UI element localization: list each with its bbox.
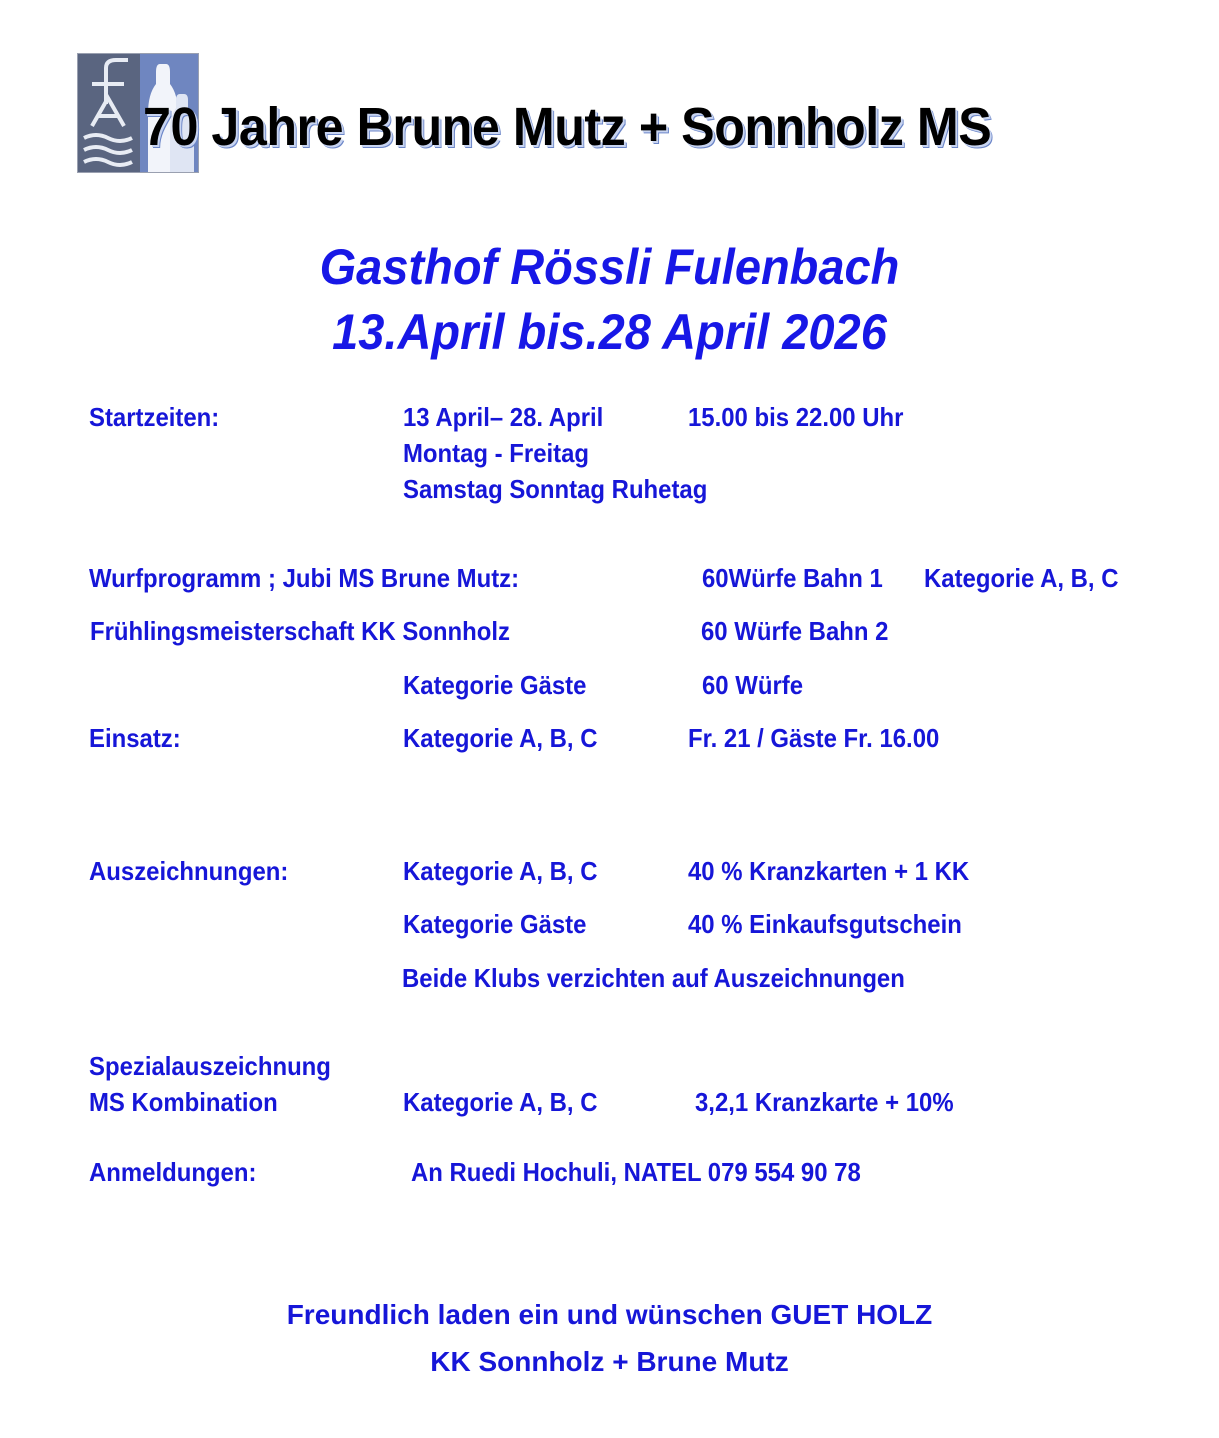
auszeichnungen-label: Auszeichnungen: [89,856,289,886]
anmeldungen-label: Anmeldungen: [89,1157,257,1187]
wurfprogramm-label: Wurfprogramm ; Jubi MS Brune Mutz: [89,563,520,593]
einsatz-label: Einsatz: [89,723,181,753]
startzeiten-rest: Samstag Sonntag Ruhetag [403,474,708,504]
auszeichnungen-award-abc: 40 % Kranzkarten + 1 KK [688,856,970,886]
fruehling-throws: 60 Würfe Bahn 2 [701,616,889,646]
auszeichnungen-category-abc: Kategorie A, B, C [403,856,598,886]
invitation-clubs: KK Sonnholz + Brune Mutz [430,1346,789,1377]
spezial-category: Kategorie A, B, C [403,1087,598,1117]
invitation-line: Freundlich laden ein und wünschen GUET HOLZ [286,1299,933,1330]
einsatz-category: Kategorie A, B, C [403,723,598,753]
anmeldungen-contact: An Ruedi Hochuli, NATEL 079 554 90 78 [411,1157,861,1187]
auszeichnungen-award-guests: 40 % Einkaufsgutschein [688,909,962,939]
spezial-award: 3,2,1 Kranzkarte + 10% [695,1087,954,1117]
auszeichnungen-category-guests: Kategorie Gäste [403,909,587,939]
auszeichnungen-note: Beide Klubs verzichten auf Auszeichnungen [402,963,905,993]
venue-name: Gasthof Rössli Fulenbach [319,239,900,295]
fruehling-label: Frühlingsmeisterschaft KK Sonnholz [90,616,510,646]
spezial-label: Spezialauszeichnung [89,1051,331,1081]
wurfprogramm-category: Kategorie A, B, C [924,563,1119,593]
startzeiten-hours: 15.00 bis 22.00 Uhr [688,402,904,432]
startzeiten-label: Startzeiten: [89,402,220,432]
spezial-combination-label: MS Kombination [89,1087,278,1117]
gaeste-throws: 60 Würfe [702,670,804,700]
startzeiten-dates: 13 April– 28. April [403,402,604,432]
event-dates: 13.April bis.28 April 2026 [332,304,887,360]
einsatz-price: Fr. 21 / Gäste Fr. 16.00 [688,723,940,753]
startzeiten-days: Montag - Freitag [403,438,590,468]
page-title: 70 Jahre Brune Mutz + Sonnholz MS [143,97,992,157]
gaeste-category: Kategorie Gäste [403,670,587,700]
wurfprogramm-throws: 60Würfe Bahn 1 [702,563,883,593]
